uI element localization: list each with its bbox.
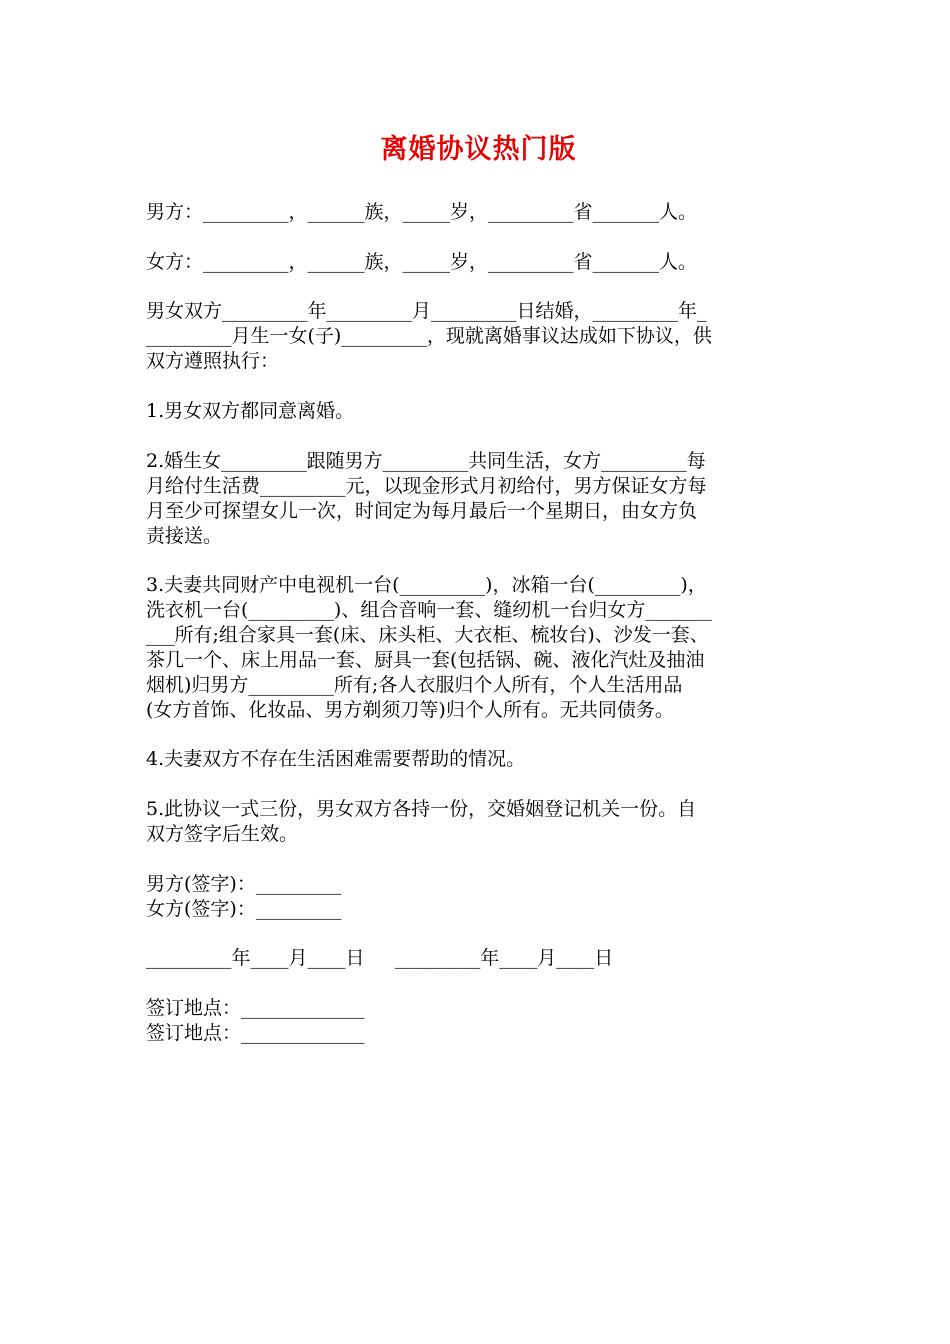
document-title: 离婚协议热门版 <box>380 134 577 165</box>
wife-signature-line: 女方(签字)：_________ <box>146 898 342 920</box>
signing-place-line-2: 签订地点：_____________ <box>146 1022 365 1044</box>
clause-2: 2.婚生女_________跟随男方_________共同生活，女方_________每 月给付生活费_________元，以现金形式月初给付，男方保证女方每 月至少可探望女儿一次，时间定为每月最后一个星期日，由女方负 责接送。 <box>146 450 707 547</box>
clause-1: 1.男女双方都同意离婚。 <box>146 400 355 422</box>
signing-place-line-1: 签订地点：_____________ <box>146 997 365 1019</box>
date-line: _________年____月____日 _________年____月____日 <box>146 947 614 969</box>
clause-5: 5.此协议一式三份，男女双方各持一份，交婚姻登记机关一份。自 双方签字后生效。 <box>146 798 697 845</box>
husband-signature-line: 男方(签字)：_________ <box>146 873 342 895</box>
clause-4: 4.夫妻双方不存在生活困难需要帮助的情况。 <box>146 748 526 770</box>
husband-info-line: 男方：_________，______族，_____岁，_________省_______人。 <box>146 201 698 223</box>
clause-3: 3.夫妻共同财产中电视机一台(_________)，冰箱一台(_________)， 洗衣机一台(_________)、组合音响一套、缝纫机一台归女方_______ ___所有;组合家具一套(床、床头柜、大衣柜、梳妆台)、沙发一套、 茶几一个、床上用品一套、厨具一套(包括锅、碗、液化汽灶及抽油 烟机)归男方_________所有;各人衣服归个人所有，个人生活用品 (女方首饰、化妆品、男方剃须刀等)归个人所有。无共同债务。 <box>146 574 712 721</box>
wife-info-line: 女方：_________，______族，_____岁，_________省_______人。 <box>146 251 698 273</box>
intro-paragraph: 男女双方_________年_________月_________日结婚，_________年_ _________月生一女(子)_________，现就离婚事议达成如下协议，供 双方遵照执行： <box>146 300 712 372</box>
